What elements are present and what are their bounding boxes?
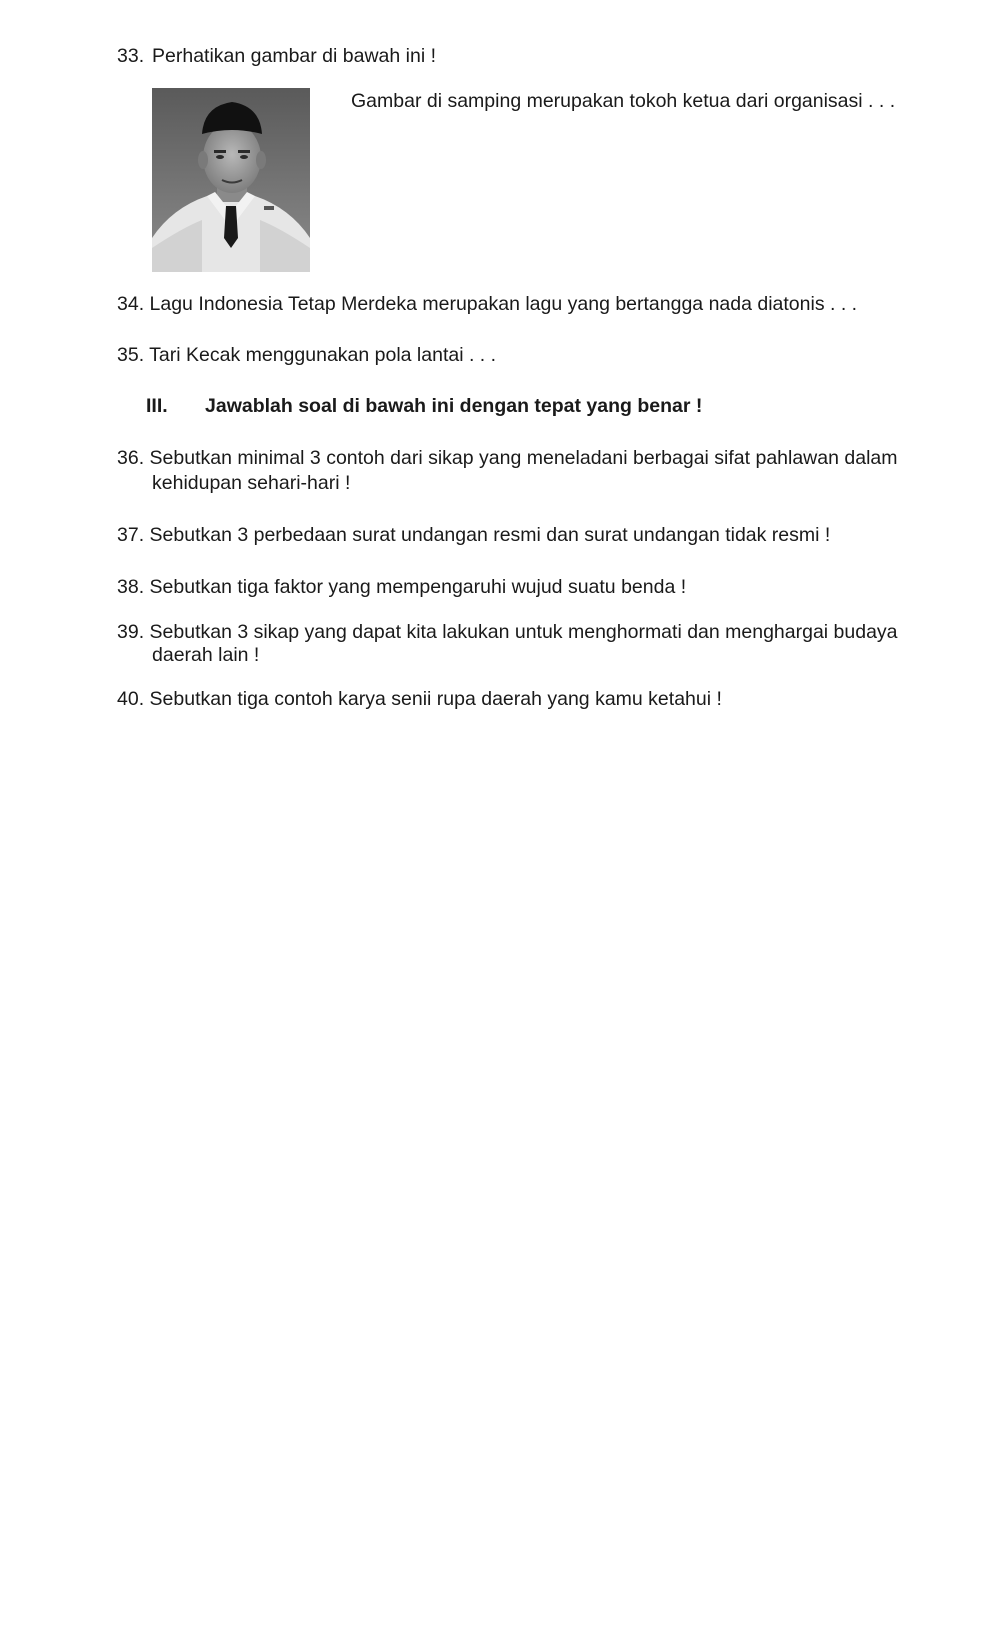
question-33-caption: Gambar di samping merupakan tokoh ketua dari organisasi . . . (351, 90, 896, 112)
question-39-line-1: 39. Sebutkan 3 sikap yang dapat kita lakukan untuk menghormati dan menghargai budaya (117, 621, 898, 643)
question-35: 35. Tari Kecak menggunakan pola lantai . . . (117, 344, 497, 366)
section-3-heading (146, 394, 702, 418)
question-36-line-1: 36. Sebutkan minimal 3 contoh dari sikap yang meneladani berbagai sifat pahlawan dalam (117, 447, 898, 469)
portrait-photo (152, 88, 310, 272)
question-39-line-2: daerah lain ! (152, 644, 260, 666)
question-40: 40. Sebutkan tiga contoh karya senii rupa daerah yang kamu ketahui ! (117, 688, 722, 710)
section-3-roman: III. (146, 395, 168, 417)
question-34: 34. Lagu Indonesia Tetap Merdeka merupakan lagu yang bertangga nada diatonis . . . (117, 293, 858, 315)
question-33 (117, 44, 436, 68)
question-36-line-2: kehidupan sehari-hari ! (152, 472, 351, 494)
portrait-image (152, 88, 310, 272)
question-33-text: Perhatikan gambar di bawah ini ! (152, 45, 436, 67)
section-3-title: Jawablah soal di bawah ini dengan tepat yang benar ! (205, 395, 703, 417)
question-38: 38. Sebutkan tiga faktor yang mempengaruhi wujud suatu benda ! (117, 576, 687, 598)
question-33-number: 33. (117, 45, 145, 67)
question-37: 37. Sebutkan 3 perbedaan surat undangan resmi dan surat undangan tidak resmi ! (117, 524, 831, 546)
